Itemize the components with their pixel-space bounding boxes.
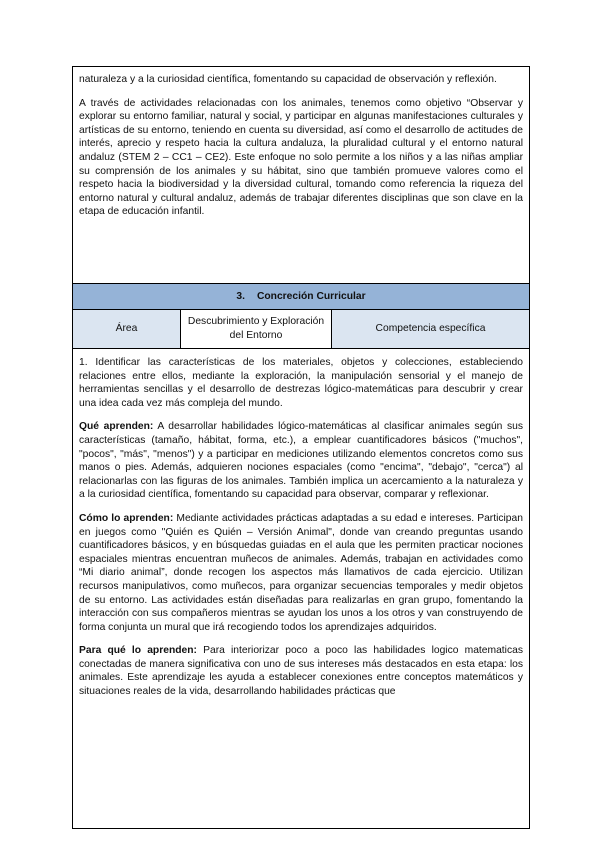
section-title: Concreción Curricular xyxy=(256,291,366,302)
what-label: Qué aprenden: xyxy=(79,421,154,433)
how-text: Mediante actividades prácticas adaptadas a su edad e intereses. Participan en juegos como "Quién es Quién – Versión Animal", donde van creando preguntas usando cuantificadores básicos, y en búsquedas guiadas en el aula que les permiten practicar nociones espaciales mientras encuentran muñecos de animales. Además, trabajan en actividades como “Mi diario animal”, donde recogen los aspectos más llamativos de cada ejercicio. Utilizan recursos manipulativos, como muñecos, para organizar secuencias temporales y medir objetos de su entorno. Las actividades están diseñadas para realizarlas en gran grupo, fomentando la interacción con sus compañeros mientras se ayudan los unos a los otros y van construyendo de forma conjunta un mural que irá recogiendo todos los aprendizajes adquiridos. xyxy=(79,512,523,633)
curriculum-table-row xyxy=(72,310,530,349)
competence-label-cell xyxy=(332,310,529,348)
intro-continuation: naturaleza y a la curiosidad científica, fomentando su capacidad de observación y reflexión. xyxy=(79,74,497,85)
why-label: Para qué lo aprenden: xyxy=(79,645,197,657)
intro-paragraph: A través de actividades relacionadas con los animales, tenemos como objetivo “Observar y explorar su entorno familiar, natural y social, y participar en algunas manifestaciones culturales y artísticas de su entorno, teniendo en cuenta su diversidad, así como el desarrollo de actitudes de interés, aprecio y respeto hacia la cultura andaluza, la pluralidad cultural y el entorno natural andaluz (STEM 2 – CC1 – CE2). Este enfoque no solo permite a los niños y a las niñas ampliar su comprensión de los animales y su hábitat, sino que también promueve valores como el respeto hacia la biodiversidad y la diversidad cultural, tomando como referencia la riqueza del entorno natural y cultural andaluz, además de trabajar diferentes disciplinas que son clave en la etapa de educación infantil. xyxy=(79,97,523,218)
why-they-learn xyxy=(79,644,523,698)
document-page xyxy=(72,66,530,829)
area-label: Área xyxy=(115,323,138,334)
section-header xyxy=(72,284,530,310)
area-value: Descubrimiento y Exploración del Entorno xyxy=(187,316,325,341)
what-they-learn xyxy=(79,420,523,502)
area-value-cell xyxy=(181,310,332,348)
how-they-learn xyxy=(79,512,523,634)
how-label: Cómo lo aprenden: xyxy=(79,512,174,524)
content-box xyxy=(72,349,530,829)
intro-box xyxy=(72,66,530,284)
objective-text: 1. Identificar las características de los materiales, objetos y colecciones, estableciendo relaciones entre ellos, mediante la exploración, la manipulación sensorial y el manejo de herramientas sencillas y el desarrollo de destrezas lógico-matemáticas para descubrir y crear una idea cada vez más compleja del mundo. xyxy=(79,357,523,409)
what-text: A desarrollar habilidades lógico-matemáticas al clasificar animales según sus características (tamaño, hábitat, forma, etc.), a emplear cuantificadores básicos ("muchos", "pocos", "más", "menos") y a participar en mediciones utilizando elementos concretos como sus manos o pies. Además, adquieren nociones espaciales (como "encima", "debajo", "cerca") al relacionarlas con las figuras de los animales. También implica un acercamiento a la naturaleza y a la curiosidad científica, fomentando su capacidad para observar, comparar y reflexionar. xyxy=(79,421,523,501)
section-number: 3. xyxy=(236,291,245,302)
why-text: Para interiorizar poco a poco las habilidades logico matematicas conectadas de manera significativa con uno de sus intereses más destacados en esta etapa: los animales. Este aprendizaje les ayuda a establecer conexiones entre conceptos matemáticos y situaciones reales de la vida, desarrollando habilidades prácticas que xyxy=(79,645,523,698)
competence-label: Competencia específica xyxy=(375,323,486,334)
area-label-cell xyxy=(73,310,181,348)
